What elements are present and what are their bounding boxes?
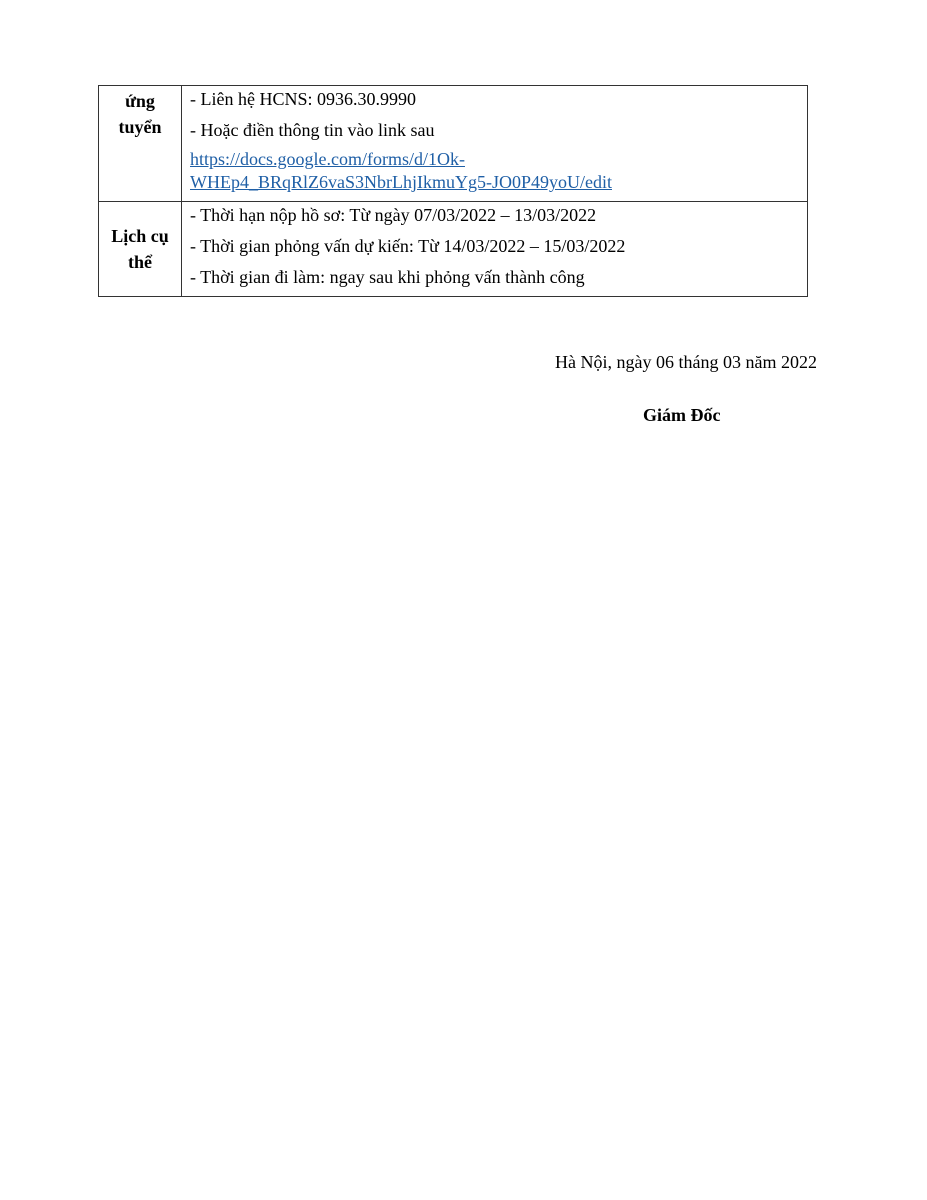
info-table bbox=[98, 85, 808, 297]
deadline-line: - Thời hạn nộp hồ sơ: Từ ngày 07/03/2022 – 13/03/2022 bbox=[190, 205, 597, 225]
table-row-application bbox=[99, 86, 808, 202]
start-work-line: - Thời gian đi làm: ngay sau khi phỏng vấn thành công bbox=[190, 267, 585, 287]
interview-period-line: - Thời gian phỏng vấn dự kiến: Từ 14/03/2022 – 15/03/2022 bbox=[190, 236, 626, 256]
row-label-line: ứng bbox=[125, 91, 155, 111]
row-label-line: thể bbox=[128, 252, 152, 272]
google-form-link-part2[interactable]: WHEp4_BRqRlZ6vaS3NbrLhjIkmuYg5-JO0P49yoU/edit bbox=[190, 172, 612, 192]
signatory-title: Giám Đốc bbox=[643, 405, 721, 425]
row-label-application bbox=[99, 86, 182, 202]
row-label-schedule bbox=[99, 202, 182, 297]
row-label-line: Lịch cụ bbox=[111, 226, 169, 246]
place-date-line: Hà Nội, ngày 06 tháng 03 năm 2022 bbox=[555, 352, 817, 372]
contact-phone-line: - Liên hệ HCNS: 0936.30.9990 bbox=[190, 89, 416, 109]
row-label-line: tuyển bbox=[118, 117, 162, 137]
row-content-schedule bbox=[182, 202, 808, 297]
row-content-application bbox=[182, 86, 808, 202]
table-row-schedule bbox=[99, 202, 808, 297]
google-form-link-part1[interactable]: https://docs.google.com/forms/d/1Ok- bbox=[190, 149, 465, 169]
form-instruction-line: - Hoặc điền thông tin vào link sau bbox=[190, 120, 435, 140]
